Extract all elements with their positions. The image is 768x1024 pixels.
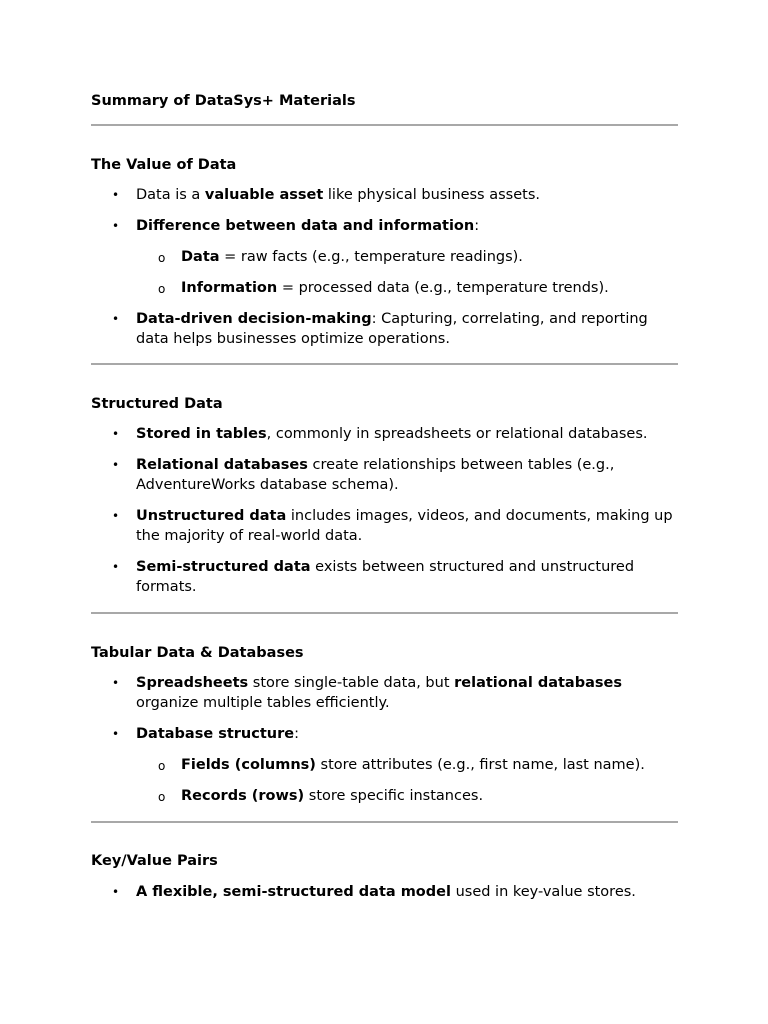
list-item-text: = processed data (e.g., temperature trends). bbox=[277, 280, 609, 296]
section-heading: Tabular Data & Databases bbox=[91, 645, 304, 661]
circle-bullet-icon: o bbox=[158, 759, 166, 773]
bullet-icon: • bbox=[112, 188, 120, 202]
list-item-content bbox=[136, 675, 622, 711]
page-title: Summary of DataSys+ Materials bbox=[91, 93, 356, 109]
sub-list-item bbox=[91, 247, 678, 267]
sub-list bbox=[136, 755, 678, 806]
list-item-content bbox=[136, 457, 614, 493]
list-item-text: : Capturing, correlating, and reporting data helps businesses optimize operations. bbox=[136, 311, 648, 347]
list-item-text: store attributes (e.g., first name, last name). bbox=[315, 757, 645, 773]
section-heading: Structured Data bbox=[91, 396, 223, 412]
list-item-emphasis: Information bbox=[181, 280, 278, 296]
divider bbox=[91, 124, 678, 126]
list-item-text: store single-table data, but bbox=[248, 675, 455, 691]
list-item-emphasis: relational databases bbox=[454, 675, 622, 691]
list-item-content bbox=[136, 726, 299, 742]
list-item-emphasis: valuable asset bbox=[204, 187, 324, 203]
list-item bbox=[91, 882, 678, 902]
bullet-icon: • bbox=[112, 509, 120, 523]
list-item-emphasis: Semi-structured data bbox=[136, 559, 311, 575]
list-item-text: like physical business assets. bbox=[323, 187, 540, 203]
list-item bbox=[91, 724, 678, 806]
list-item-content bbox=[136, 884, 636, 900]
list-item-emphasis: Records (rows) bbox=[181, 788, 305, 804]
list-item bbox=[91, 309, 678, 349]
list-item-emphasis: A flexible, semi-structured data model bbox=[136, 884, 451, 900]
list-item-content bbox=[136, 218, 479, 234]
list-item-text: : bbox=[294, 726, 299, 742]
list-item-text: = raw facts (e.g., temperature readings). bbox=[219, 249, 523, 265]
section-list bbox=[91, 673, 678, 817]
list-item-text: includes images, videos, and documents, making up the majority of real-world data. bbox=[136, 508, 673, 544]
list-item-emphasis: Data bbox=[181, 249, 220, 265]
list-item bbox=[91, 424, 678, 444]
list-item bbox=[91, 557, 678, 597]
list-item-content bbox=[136, 508, 673, 544]
list-item bbox=[91, 185, 678, 205]
sub-list-item bbox=[91, 755, 678, 775]
section-heading: Key/Value Pairs bbox=[91, 853, 218, 869]
list-item bbox=[91, 216, 678, 298]
list-item-content bbox=[136, 311, 648, 347]
list-item-text: exists between structured and unstructured formats. bbox=[136, 559, 635, 595]
list-item-text: create relationships between tables (e.g., AdventureWorks database schema). bbox=[136, 457, 615, 493]
list-item-text: : bbox=[474, 218, 480, 234]
list-item-content bbox=[136, 187, 540, 203]
list-item-emphasis: Data-driven decision-making bbox=[136, 311, 372, 327]
list-item-text: organize multiple tables efficiently. bbox=[136, 695, 390, 711]
divider bbox=[91, 612, 678, 614]
bullet-icon: • bbox=[112, 560, 120, 574]
bullet-icon: • bbox=[112, 427, 120, 441]
sub-list-item bbox=[91, 278, 678, 298]
list-item-content bbox=[136, 426, 648, 442]
bullet-icon: • bbox=[112, 885, 120, 899]
list-item-emphasis: Relational databases bbox=[136, 457, 308, 473]
list-item bbox=[91, 455, 678, 495]
list-item-emphasis: Stored in tables bbox=[136, 426, 267, 442]
list-item-text: , commonly in spreadsheets or relational databases. bbox=[266, 426, 648, 442]
bullet-icon: • bbox=[112, 312, 120, 326]
sub-list bbox=[136, 247, 678, 298]
bullet-icon: • bbox=[112, 219, 120, 233]
sub-list-item bbox=[91, 786, 678, 806]
list-item-emphasis: Unstructured data bbox=[136, 508, 287, 524]
list-item-text: Data is a bbox=[136, 187, 205, 203]
sub-list-item-content bbox=[181, 788, 483, 804]
list-item-emphasis: Database structure bbox=[136, 726, 295, 742]
section-list bbox=[91, 424, 678, 608]
sub-list-item-content bbox=[181, 280, 609, 296]
list-item bbox=[91, 506, 678, 546]
sub-list-item-content bbox=[181, 757, 645, 773]
section-heading: The Value of Data bbox=[91, 157, 237, 173]
circle-bullet-icon: o bbox=[158, 251, 166, 265]
list-item-content bbox=[136, 559, 634, 595]
list-item-emphasis: Difference between data and information bbox=[136, 218, 475, 234]
divider bbox=[91, 821, 678, 823]
circle-bullet-icon: o bbox=[158, 282, 166, 296]
bullet-icon: • bbox=[112, 727, 120, 741]
bullet-icon: • bbox=[112, 676, 120, 690]
circle-bullet-icon: o bbox=[158, 790, 166, 804]
list-item-text: store specific instances. bbox=[304, 788, 484, 804]
section-list bbox=[91, 882, 678, 913]
list-item-text: used in key-value stores. bbox=[450, 884, 636, 900]
divider bbox=[91, 363, 678, 365]
section-list bbox=[91, 185, 678, 360]
sub-list-item-content bbox=[181, 249, 523, 265]
list-item bbox=[91, 673, 678, 713]
bullet-icon: • bbox=[112, 458, 120, 472]
list-item-emphasis: Fields (columns) bbox=[181, 757, 316, 773]
list-item-emphasis: Spreadsheets bbox=[136, 675, 249, 691]
